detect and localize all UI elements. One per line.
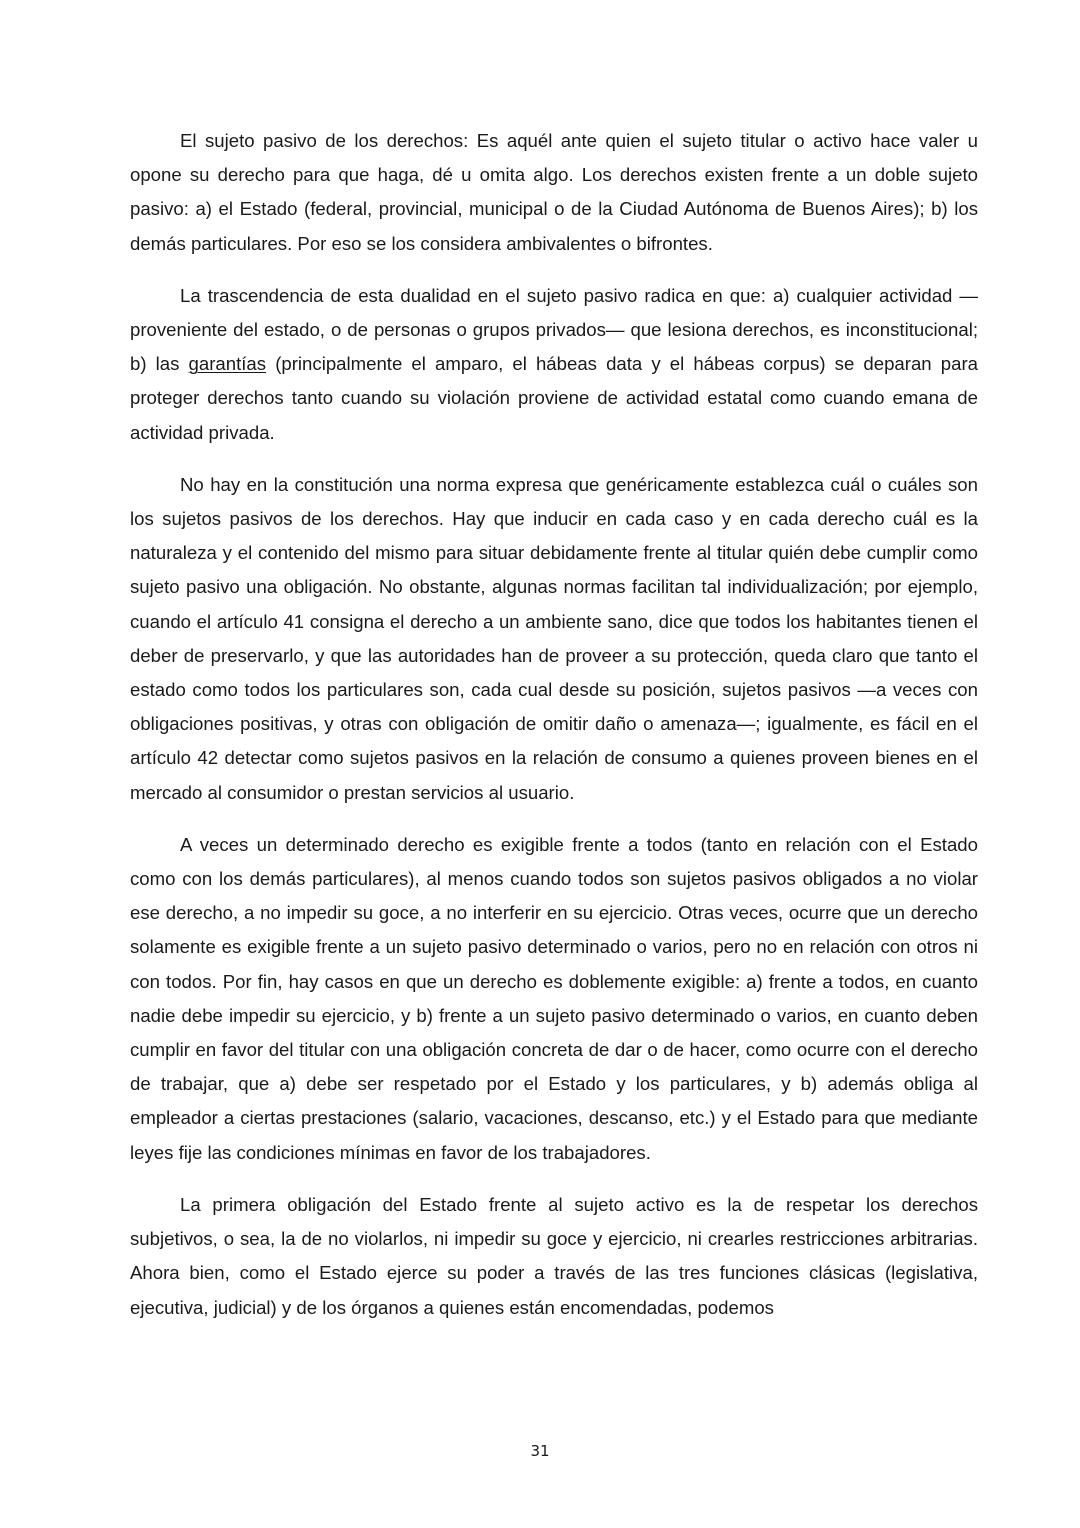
paragraph-norma-expresa: No hay en la constitución una norma expresa que genéricamente establezca cuál o cuáles son los sujetos pasivos de los derechos. Hay que inducir en cada caso y en cada derecho cuál es la naturaleza y el contenido del mismo para situar debidamente frente al titular quién debe cumplir como sujeto pasivo una obligación. No obstante, algunas normas facilitan tal individualización; por ejemplo, cuando el artículo 41 consigna el derecho a un ambiente sano, dice que todos los habitantes tienen el deber de preservarlo, y que las autoridades han de proveer a su protección, queda claro que tanto el estado como todos los particulares son, cada cual desde su posición, sujetos pasivos —a veces con obligaciones positivas, y otras con obligación de omitir daño o amenaza—; igualmente, es fácil en el artículo 42 detectar como sujetos pasivos en la relación de consumo a quienes proveen bienes en el mercado al consumidor o prestan servicios al usuario. <box>130 473 978 803</box>
paragraph-trascendencia-end: (principalmente el amparo, el hábeas data y el hábeas corpus) se deparan para proteger derechos tanto cuando su violación proviene de actividad estatal como cuando emana de actividad privada. <box>130 353 978 443</box>
paragraph-trascendencia-start: La trascendencia de esta dualidad en el sujeto pasivo radica en que: a) cualquier actividad —proveniente del estado, o de personas o grupos privados— que lesiona derechos, es inconstitucional; b) las <box>130 284 978 375</box>
body-text <box>130 124 978 1343</box>
paragraph-exigibilidad: A veces un determinado derecho es exigible frente a todos (tanto en relación con el Estado como con los demás particulares), al menos cuando todos son sujetos pasivos obligados a no violar ese derecho, a no impedir su goce, a no interferir en su ejercicio. Otras veces, ocurre que un derecho solamente es exigible frente a un sujeto pasivo determinado o varios, pero no en relación con otros ni con todos. Por fin, hay casos en que un derecho es doblemente exigible: a) frente a todos, en cuanto nadie debe impedir su ejercicio, y b) frente a un sujeto pasivo determinado o varios, en cuanto deben cumplir en favor del titular con una obligación concreta de dar o de hacer, como ocurre con el derecho de trabajar, que a) debe ser respetado por el Estado y los particulares, y b) además obliga al empleador a ciertas prestaciones (salario, vacaciones, descanso, etc.) y el Estado para que mediante leyes fije las condiciones mínimas en favor de los trabajadores. <box>130 833 978 1163</box>
page-number: 31 <box>530 1442 550 1460</box>
paragraph-sujeto-pasivo: El sujeto pasivo de los derechos: Es aquél ante quien el sujeto titular o activo hace valer u opone su derecho para que haga, dé u omita algo. Los derechos existen frente a un doble sujeto pasivo: a) el Estado (federal, provincial, municipal o de la Ciudad Autónoma de Buenos Aires); b) los demás particulares. Por eso se los considera ambivalentes o bifrontes. <box>130 130 978 254</box>
paragraph-trascendencia <box>130 279 978 450</box>
paragraph-obligacion-estado: La primera obligación del Estado frente al sujeto activo es la de respetar los derechos subjetivos, o sea, la de no violarlos, ni impedir su goce y ejercicio, ni crearles restricciones arbitrarias. Ahora bien, como el Estado ejerce su poder a través de las tres funciones clásicas (legislativa, ejecutiva, judicial) y de los órganos a quienes están encomendadas, podemos <box>130 1193 978 1318</box>
garantias-link[interactable]: garantías <box>188 353 267 375</box>
